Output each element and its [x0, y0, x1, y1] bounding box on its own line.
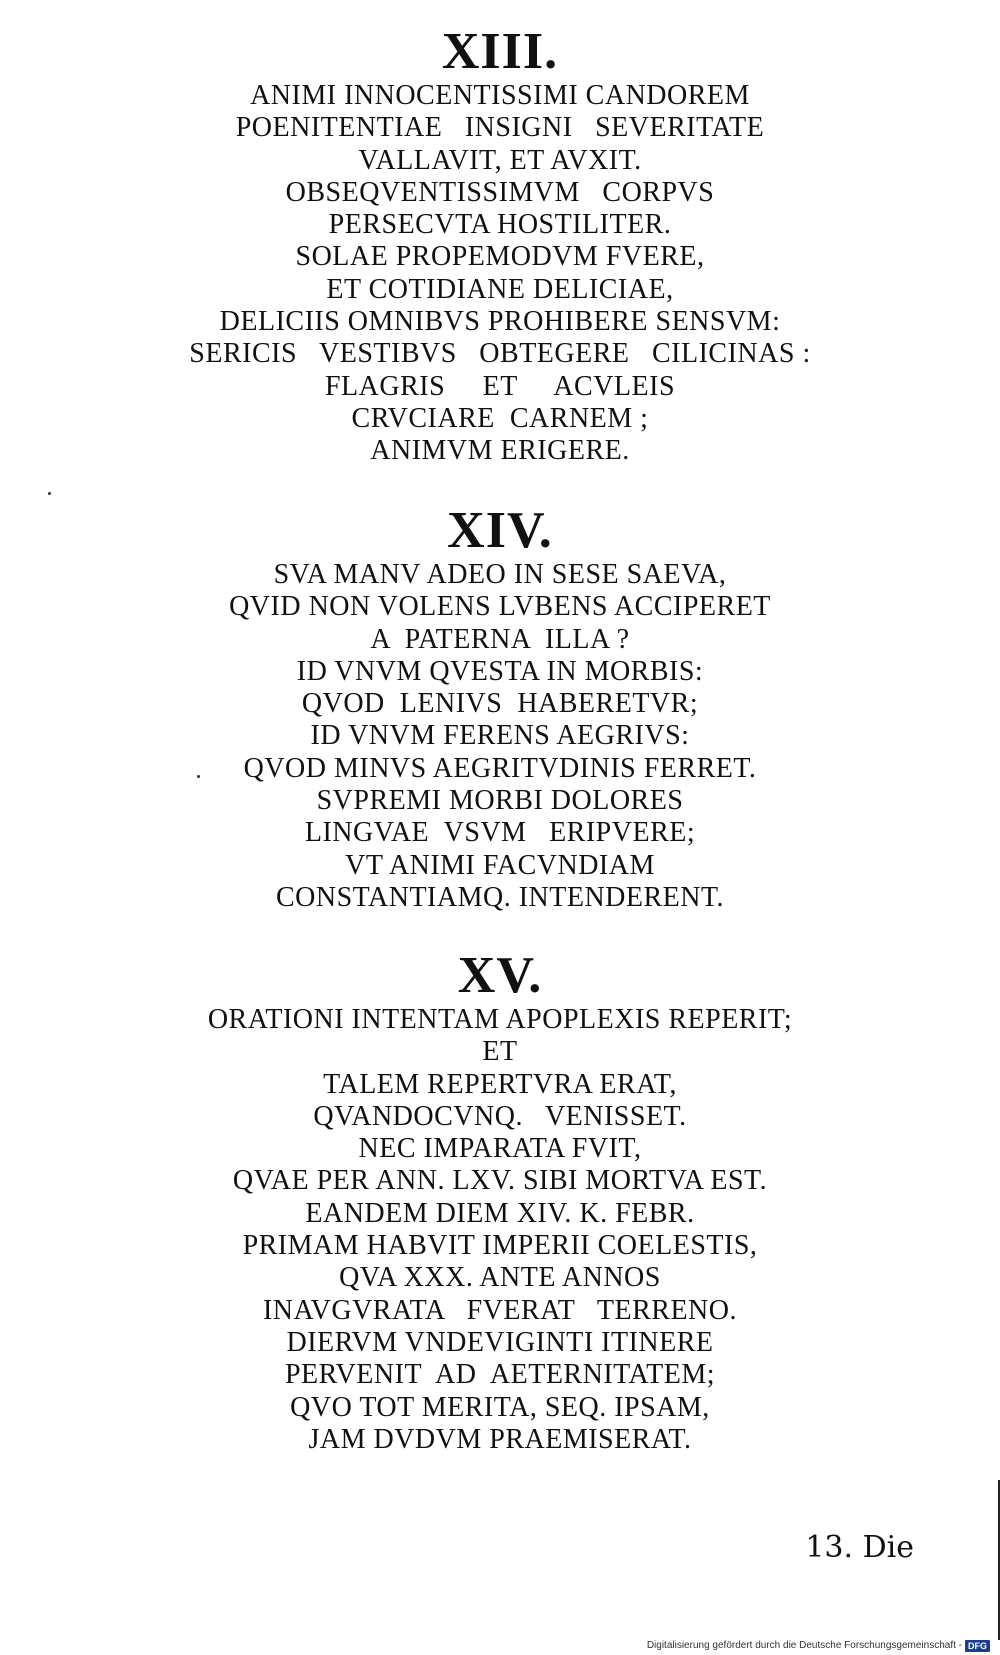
inscription-line: SVA MANV ADEO IN SESE SAEVA,: [273, 559, 727, 590]
inscription-line: PRIMAM HABVIT IMPERII COELESTIS,: [242, 1230, 758, 1262]
section-xv: [0, 948, 1000, 1456]
inscription-line: QVOD LENIVS HABERETVR;: [301, 688, 699, 720]
section-xiii: [0, 24, 1000, 468]
inscription-line: VALLAVIT, ET AVXIT.: [358, 144, 642, 176]
inscription-line: EANDEM DIEM XIV. K. FEBR.: [305, 1197, 695, 1229]
inscription-line: QVOD MINVS AEGRITVDINIS FERRET.: [243, 752, 757, 784]
inscription-lines: [0, 80, 1000, 468]
inscription-line: ID VNVM QVESTA IN MORBIS:: [296, 655, 704, 687]
digitization-footer: [647, 1639, 990, 1653]
inscription-line: OBSEQVENTISSIMVM CORPVS: [285, 176, 715, 208]
inscription-line: ET COTIDIANE DELICIAE,: [326, 273, 674, 305]
inscription-line: QVANDOCVNQ. VENISSET.: [313, 1100, 687, 1132]
inscription-line: PERSECVTA HOSTILITER.: [328, 209, 672, 241]
inscription-line: QVO TOT MERITA, SEQ. IPSAM,: [290, 1391, 710, 1423]
paper-speck: [48, 492, 51, 495]
inscription-line: CONSTANTIAMQ. INTENDERENT.: [275, 881, 725, 913]
inscription-lines: [0, 559, 1000, 914]
inscription-line: DIERVM VNDEVIGINTI ITINERE: [286, 1326, 714, 1358]
inscription-line: ET: [482, 1036, 518, 1068]
inscription-line: SOLAE PROPEMODVM FVERE,: [295, 241, 705, 273]
inscription-line: DELICIIS OMNIBVS PROHIBERE SENSVM:: [219, 306, 781, 338]
inscription-line: CRVCIARE CARNEM ;: [351, 402, 649, 434]
inscription-line: PERVENIT AD AETERNITATEM;: [284, 1359, 716, 1391]
inscription-line: QVAE PER ANN. LXV. SIBI MORTVA EST.: [232, 1165, 768, 1197]
inscription-line: SVPREMI MORBI DOLORES: [316, 785, 684, 817]
inscription-line: SERICIS VESTIBVS OBTEGERE CILICINAS :: [189, 338, 811, 370]
inscription-line: ANIMI INNOCENTISSIMI CANDOREM: [250, 80, 750, 111]
section-numeral: XIV.: [447, 502, 553, 559]
inscription-line: INAVGVRATA FVERAT TERRENO.: [262, 1294, 738, 1326]
inscription-line: POENITENTIAE INSIGNI SEVERITATE: [235, 112, 765, 144]
inscription-line: LINGVAE VSVM ERIPVERE;: [304, 817, 696, 849]
inscription-line: QVA XXX. ANTE ANNOS: [339, 1262, 661, 1294]
inscription-line: ANIMVM ERIGERE.: [370, 435, 630, 467]
section-numeral: XIII.: [441, 23, 559, 80]
inscription-line: VT ANIMI FACVNDIAM: [345, 849, 655, 881]
paper-speck: [197, 775, 200, 778]
inscription-line: TALEM REPERTVRA ERAT,: [323, 1068, 677, 1100]
footer-text: Digitalisierung gefördert durch die Deutsche Forschungsgemeinschaft -: [646, 1640, 962, 1651]
inscription-line: ORATIONI INTENTAM APOPLEXIS REPERIT;: [207, 1004, 793, 1035]
inscription-line: JAM DVDVM PRAEMISERAT.: [308, 1423, 692, 1455]
inscription-line: ID VNVM FERENS AEGRIVS:: [310, 720, 690, 752]
inscription-line: FLAGRIS ET ACVLEIS: [324, 370, 676, 402]
catchword: 13. Die: [805, 1530, 914, 1565]
dfg-logo: DFG: [965, 1640, 990, 1652]
section-xiv: [0, 503, 1000, 914]
inscription-line: NEC IMPARATA FVIT,: [358, 1133, 642, 1165]
inscription-lines: [0, 1004, 1000, 1456]
inscription-line: A PATERNA ILLA ?: [370, 623, 630, 655]
inscription-line: QVID NON VOLENS LVBENS ACCIPERET: [229, 591, 771, 623]
section-numeral: XV.: [457, 947, 543, 1004]
